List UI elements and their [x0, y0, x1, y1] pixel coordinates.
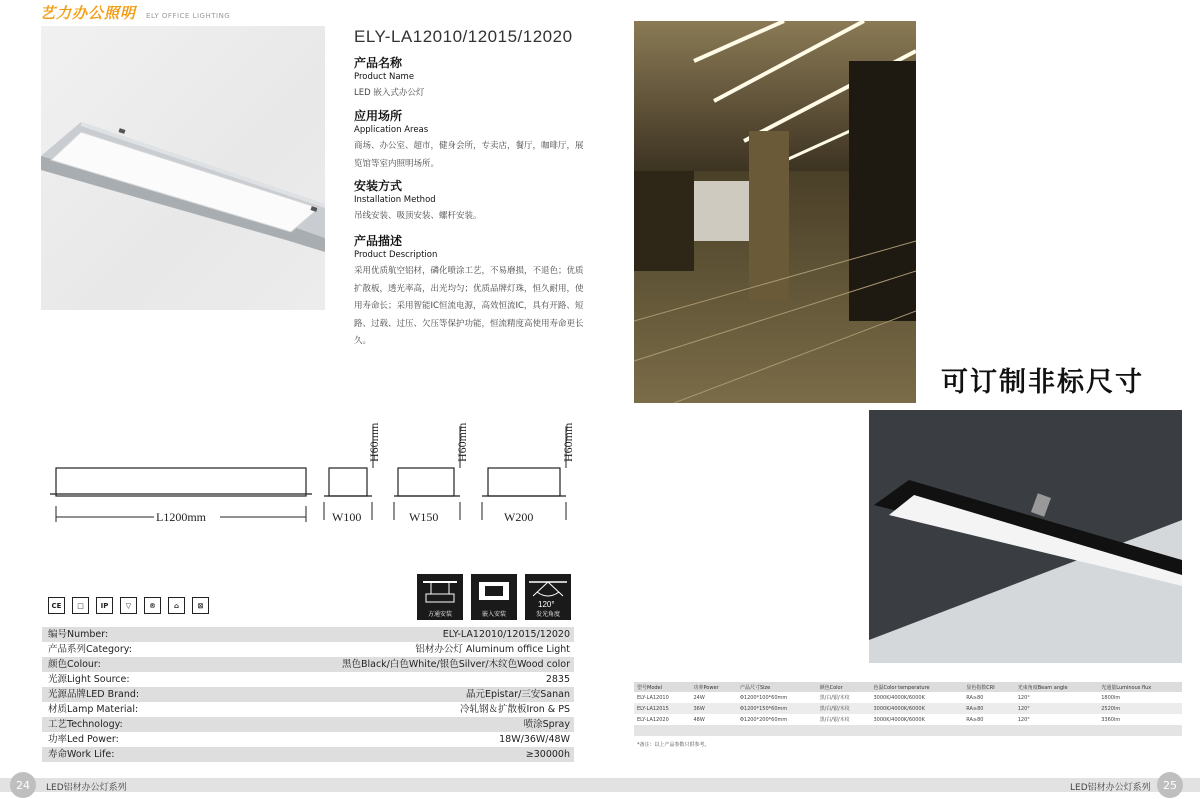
width-label: W200 [504, 510, 534, 524]
table-cell: 黑/白/银/木纹 [817, 703, 871, 714]
section-body: 采用优质航空铝材，磷化喷涂工艺，不易磨损，不退色；优质扩散板，透光率高，出光均匀；优质品牌灯珠，恒久耐用，使用寿命长；采用智能IC恒流电源，高效恒流IC，具有开路、短路、过载、过压、欠压等保护功能，恒流精度高使用寿命更长久。 [354, 266, 584, 346]
table-cell: Φ1200*100*60mm [739, 694, 788, 701]
section-installation-method [354, 179, 589, 226]
spec-key: 颜色Colour: [48, 659, 101, 670]
custom-size-heading: 可订制非标尺寸 [941, 367, 1144, 398]
rail-mount-icon [417, 574, 463, 620]
ip-rating-icon: IP [96, 597, 113, 614]
spec-row [42, 717, 574, 732]
page-number-left: 24 [10, 772, 36, 798]
spec-key: 产品系列Category: [48, 644, 132, 655]
section-heading-en: Installation Method [354, 195, 436, 205]
table-cell: 36W [690, 703, 737, 714]
width-200-drawing [482, 422, 575, 524]
spec-row [42, 687, 574, 702]
spec-key: 编号Number: [48, 629, 109, 640]
section-body: 吊线安装、吸顶安装、螺杆安装。 [354, 211, 482, 221]
width-100-drawing [324, 422, 381, 524]
profile-photo [869, 410, 1182, 663]
spec-value: ELY-LA12010/12015/12020 [442, 629, 570, 640]
spec-row [42, 672, 574, 687]
table-cell: RA≥80 [963, 703, 1014, 714]
table-cell: ELY-LA12015 [634, 703, 690, 714]
table-cell: ELY-LA12010 [637, 694, 669, 701]
length-drawing [50, 468, 312, 524]
spec-key: 工艺Technology: [48, 719, 123, 730]
ce-mark-icon: CE [48, 597, 65, 614]
table-row [634, 692, 1182, 703]
section-heading-en: Product Name [354, 72, 415, 82]
mounting-icons [417, 574, 571, 620]
section-body: 商场、办公室、超市，健身会所，专卖店，餐厅，咖啡厅，展览馆等室内照明场所。 [354, 141, 584, 169]
table-cell: RA≥80 [966, 694, 984, 701]
spec-row [42, 747, 574, 762]
spec-table [42, 627, 574, 762]
table-cell: 2520lm [1098, 703, 1182, 714]
model-title: ELY-LA12010/12015/12020 [354, 27, 573, 46]
height-label: H60mm [455, 422, 469, 462]
f-mark-icon: ▽ [120, 597, 137, 614]
spec-row [42, 642, 574, 657]
table-header: 光束角度Beam angle [1015, 682, 1099, 692]
table-cell: 48W [693, 716, 705, 723]
beam-angle-value: 120° [538, 600, 555, 609]
footer-label-left: LED铝材办公灯系列 [46, 783, 127, 793]
spec-value: 黑色Black/白色White/银色Silver/木纹色Wood color [341, 659, 570, 670]
table-cell: ELY-LA12020 [637, 716, 669, 723]
beam-angle-icon [525, 574, 571, 620]
table-cell: 3000K/4000K/6000K [870, 703, 963, 714]
spec-value: 冷轧钢＆扩散板Iron & PS [459, 704, 570, 715]
spec-value: 晶元Epistar/三安Sanan [466, 689, 570, 700]
section-body: LED 嵌入式办公灯 [354, 88, 425, 98]
footer-label-right: LED铝材办公灯系列 [1070, 783, 1151, 793]
indoor-use-icon: ⌂ [168, 597, 185, 614]
dimension-drawings [42, 420, 602, 530]
spec-value: 铝材办公灯 Aluminum office Light [415, 644, 570, 655]
height-label: H60mm [561, 422, 575, 462]
section-heading-cn: 安装方式 [354, 179, 403, 193]
table-header: 颜色Color [817, 682, 871, 692]
recessed-mount-icon [471, 574, 517, 620]
spec-row [42, 657, 574, 672]
table-cell: 3000K/4000K/6000K [873, 694, 925, 701]
spec-value: 喷涂Spray [523, 719, 570, 730]
table-cell: 120° [1015, 703, 1099, 714]
spec-key: 光源Light Source: [48, 674, 130, 685]
spec-key: 光源品牌LED Brand: [48, 689, 140, 700]
table-cell: 120° [1017, 694, 1030, 701]
interior-photo [634, 21, 916, 403]
table-row-empty [634, 725, 1182, 736]
width-label: W100 [332, 510, 362, 524]
table-cell: 24W [693, 694, 705, 701]
table-cell: Φ1200*150*60mm [737, 703, 817, 714]
table-row [634, 703, 1182, 714]
spec-key: 寿命Work Life: [48, 749, 115, 760]
table-header: 色温Color temperature [870, 682, 963, 692]
mount-label: 嵌入安装 [481, 611, 506, 618]
spec-key: 材质Lamp Material: [48, 704, 139, 715]
height-label: H60mm [367, 422, 381, 462]
table-cell: 1800lm [1101, 694, 1121, 701]
brand-name-cn: 艺力办公照明 [40, 4, 137, 22]
section-heading-cn: 产品描述 [354, 234, 403, 248]
width-150-drawing [394, 422, 469, 524]
double-insulation-icon: □ [72, 597, 89, 614]
product-photo [41, 26, 325, 310]
length-label: L1200mm [156, 510, 206, 524]
mount-label: 发光角度 [535, 611, 560, 618]
page-number-right: 25 [1157, 772, 1183, 798]
table-cell: 3360lm [1101, 716, 1121, 723]
spec-value: 18W/36W/48W [499, 734, 570, 745]
table-cell: RA≥80 [966, 716, 984, 723]
certification-icons [48, 597, 209, 614]
table-cell: 120° [1017, 716, 1030, 723]
table-row [634, 714, 1182, 725]
section-heading-cn: 产品名称 [354, 56, 403, 70]
spec-value: 2835 [545, 674, 570, 685]
section-product-description [354, 234, 589, 351]
table-header: 产品尺寸Size [737, 682, 817, 692]
spec-row [42, 702, 574, 717]
section-application-areas [354, 109, 589, 173]
mount-label: 方通安装 [427, 611, 452, 618]
table-note: *备注：以上产品参数只供参考。 [637, 742, 710, 748]
spec-value: ≥30000h [525, 749, 570, 760]
brand-header [40, 2, 230, 23]
section-product-name [354, 56, 589, 103]
table-header-row [634, 682, 1182, 692]
section-heading-en: Product Description [354, 250, 438, 260]
spec-key: 功率Led Power: [48, 734, 119, 745]
rohs-icon: ® [144, 597, 161, 614]
table-cell: 黑/白/银/木纹 [819, 695, 850, 701]
section-heading-en: Application Areas [354, 125, 429, 135]
section-heading-cn: 应用场所 [354, 109, 403, 123]
spec-row [42, 732, 574, 747]
brand-name-en: ELY OFFICE LIGHTING [146, 12, 231, 20]
model-data-table [634, 682, 1182, 736]
table-header: 功率Power [690, 682, 737, 692]
weee-icon: ⊠ [192, 597, 209, 614]
table-cell: 黑/白/银/木纹 [819, 717, 850, 723]
table-cell: Φ1200*200*60mm [739, 716, 788, 723]
spec-row [42, 627, 574, 642]
led-panel-illustration [41, 26, 325, 310]
width-label: W150 [409, 510, 439, 524]
table-header: 光通量Luminous flux [1098, 682, 1182, 692]
table-header: 型号Model [634, 682, 690, 692]
table-header: 显色指数CRI [963, 682, 1014, 692]
table-cell: 3000K/4000K/6000K [873, 716, 925, 723]
